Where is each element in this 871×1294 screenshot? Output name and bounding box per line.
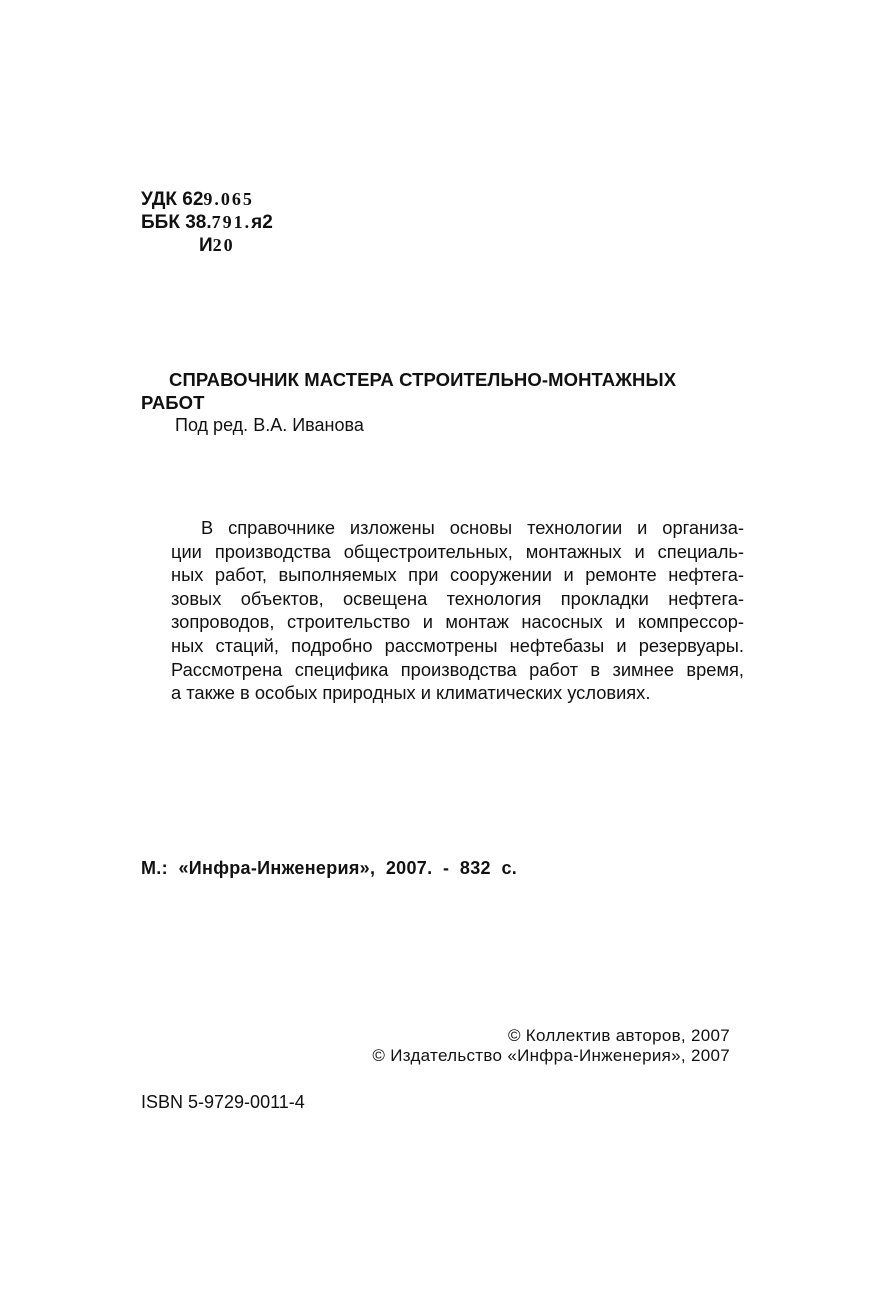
annotation-line: ции производства общестроительных, монтажных и специаль- <box>171 540 744 562</box>
author-sign <box>199 234 235 257</box>
author-sign-number: 20 <box>212 235 235 255</box>
annotation-line: зопроводов, строительство и монтаж насосных и компрессор- <box>171 611 744 633</box>
author-sign-letter: И <box>199 235 213 256</box>
copyright-authors: © Коллектив авторов, 2007 <box>507 1026 730 1045</box>
book-title: СПРАВОЧНИК МАСТЕРА СТРОИТЕЛЬНО-МОНТАЖНЫХ РАБОТ <box>141 369 677 413</box>
editor-line: Под ред. В.А. Иванова <box>175 415 364 435</box>
copyright-publisher: © Издательство «Инфра-Инженерия», 2007 <box>372 1046 730 1065</box>
annotation-line: В справочнике изложены основы технологии и организа- <box>201 517 744 538</box>
annotation-line: а также в особых природных и климатических условиях. <box>171 682 651 704</box>
udk-code <box>141 188 254 211</box>
annotation-line: Рассмотрена специфика производства работ в зимнее время, <box>171 658 744 680</box>
annotation-line: зовых объектов, освещена технология прокладки нефтега- <box>171 587 744 609</box>
bbk-number: 791. <box>211 212 252 232</box>
udk-label: УДК 62 <box>141 189 204 210</box>
annotation-line: ных работ, выполняемых при сооружении и ремонте нефтега- <box>171 564 744 586</box>
isbn: ISBN 5-9729-0011-4 <box>141 1092 305 1112</box>
publication-imprint: М.: «Инфра-Инженерия», 2007. - 832 с. <box>141 858 518 878</box>
annotation-line: ных стаций, подробно рассмотрены нефтебазы и резервуары. <box>171 634 744 656</box>
bbk-code <box>141 211 273 234</box>
bbk-suffix: я2 <box>251 212 273 233</box>
annotation <box>141 516 744 705</box>
bbk-label: ББК 38. <box>141 212 212 233</box>
udk-number: 9.065 <box>203 189 254 209</box>
